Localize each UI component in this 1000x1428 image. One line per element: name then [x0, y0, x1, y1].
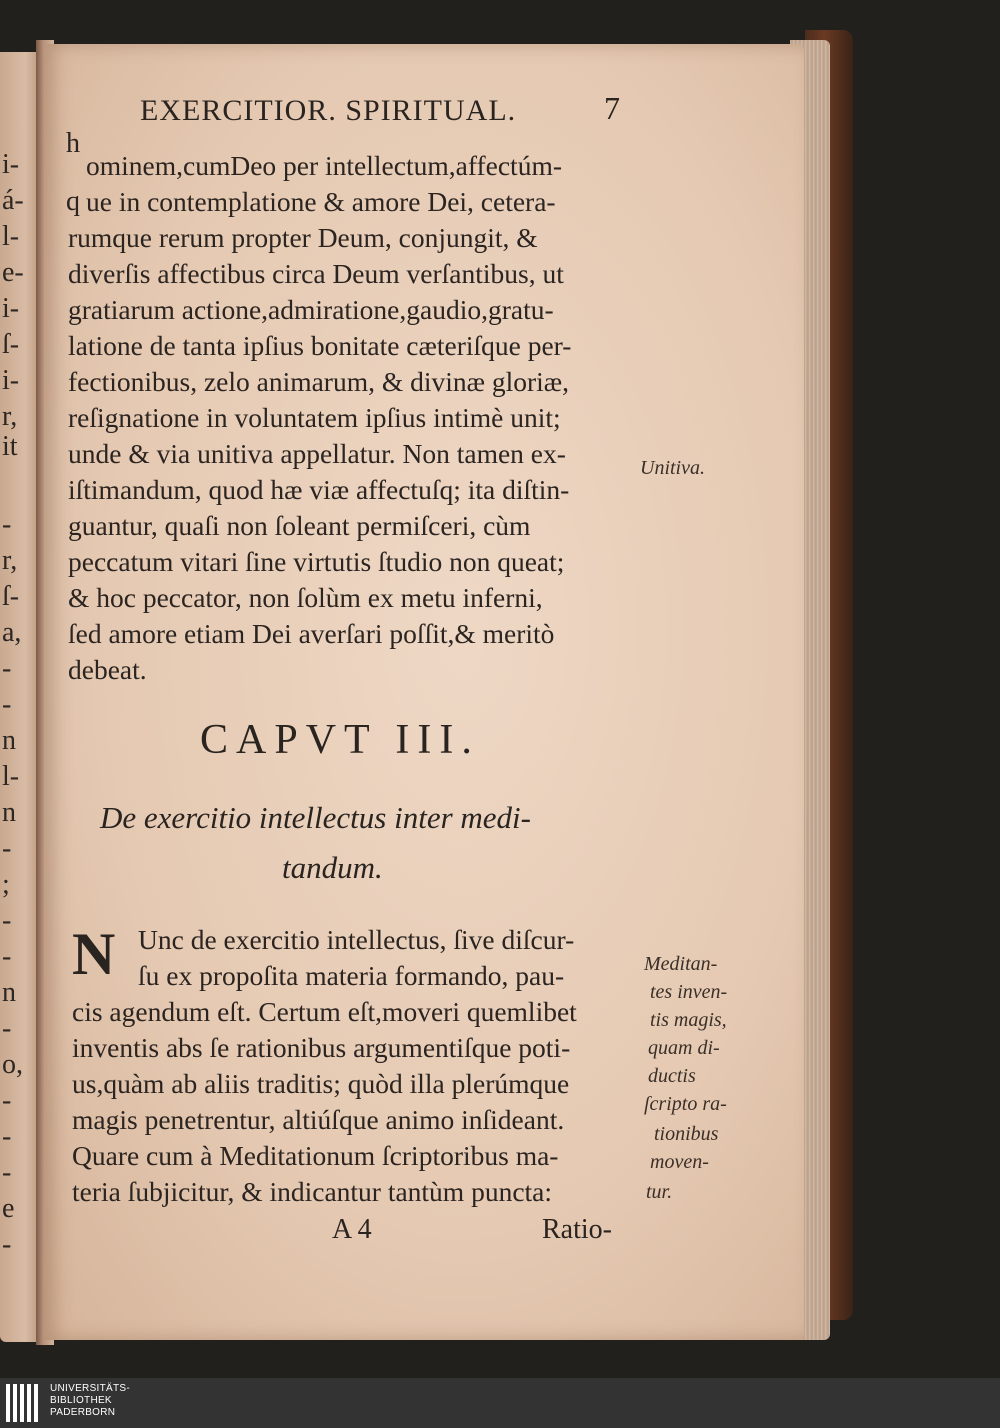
text-line: ſu ex propoſita materia formando, pau-: [138, 960, 565, 991]
text-line: unde & via unitiva appellatur. Non tamen ex-: [68, 438, 566, 469]
left-fragment: -: [2, 1158, 12, 1188]
left-fragment: a,: [2, 618, 22, 648]
left-fragment: -: [2, 1086, 12, 1116]
left-fragment: r,: [2, 546, 18, 576]
margin-note: Meditan-: [644, 953, 718, 975]
page-number: 7: [604, 90, 620, 126]
left-fragment: i-: [2, 366, 20, 396]
text-line: teria ſubjicitur, & indicantur tantùm puncta:: [72, 1176, 553, 1207]
margin-note: Unitiva.: [640, 457, 705, 479]
left-fragment: -: [2, 654, 12, 684]
running-head: EXERCITIOR. SPIRITUAL.: [140, 94, 517, 127]
initial-letter: N: [72, 921, 116, 987]
text-line: inventis abs ſe rationibus argumentiſque poti-: [72, 1032, 571, 1063]
text-line: Quare cum à Meditationum ſcriptoribus ma-: [72, 1140, 559, 1171]
left-fragment: -: [2, 510, 12, 540]
left-fragment: -: [2, 942, 12, 972]
left-fragment: i-: [2, 294, 20, 324]
margin-note: ſcripto ra-: [644, 1093, 727, 1115]
text-line: debeat.: [68, 654, 147, 685]
catch-letter-mid: q: [66, 186, 80, 217]
left-fragment: -: [2, 906, 12, 936]
text-line: latione de tanta ipſius bonitate cæteriſque per-: [68, 330, 572, 361]
margin-note: tionibus: [654, 1123, 719, 1145]
left-fragment: r,: [2, 402, 18, 432]
left-fragment: l-: [2, 762, 20, 792]
left-fragment: e: [2, 1194, 15, 1224]
book-page: [44, 44, 804, 1340]
library-name-line: BIBLIOTHEK: [50, 1395, 112, 1406]
text-line: magis penetrentur, altiúſque animo inſideant.: [72, 1104, 565, 1135]
text-line: & hoc peccator, non ſolùm ex metu inferni,: [68, 582, 543, 613]
margin-note: ductis: [648, 1065, 696, 1087]
chapter-title: CAPVT III.: [200, 717, 480, 763]
left-fragment: ſ-: [2, 582, 20, 612]
left-fragment: -: [2, 1014, 12, 1044]
left-fragment: it: [2, 432, 18, 462]
library-name: [50, 1383, 190, 1419]
left-fragment: -: [2, 1230, 12, 1260]
library-name-line: PADERBORN: [50, 1407, 116, 1418]
left-fragment: i-: [2, 150, 20, 180]
library-name-line: UNIVERSITÄTS-: [50, 1383, 131, 1394]
text-line: reſignatione in voluntatem ipſius intimè unit;: [68, 402, 561, 433]
text-line: guantur, quaſi non ſoleant permiſceri, cùm: [68, 510, 531, 541]
chapter-subtitle: De exercitio intellectus inter medi-: [100, 800, 531, 835]
signature-mark: A 4: [332, 1214, 372, 1245]
margin-note: tur.: [646, 1181, 673, 1203]
left-fragment: n: [2, 798, 16, 828]
catch-letter-top: h: [66, 128, 80, 159]
library-logo-icon: [4, 1382, 44, 1424]
text-line: ominem,cumDeo per intellectum,affectúm-: [86, 150, 562, 181]
text-line: cis agendum eſt. Certum eſt,moveri quemlibet: [72, 996, 577, 1027]
margin-note: tes inven-: [650, 981, 728, 1003]
left-fragment: n: [2, 978, 16, 1008]
left-fragment: á-: [2, 186, 24, 216]
left-fragment: ;: [2, 870, 10, 900]
text-line: Unc de exercitio intellectus, ſive diſcur-: [138, 924, 575, 955]
margin-note: quam di-: [648, 1037, 720, 1059]
text-line: iſtimandum, quod hæ viæ affectuſq; ita diſtin-: [68, 474, 570, 505]
left-fragment: o,: [2, 1050, 23, 1080]
chapter-subtitle: tandum.: [282, 850, 383, 885]
text-line: peccatum vitari ſine virtutis ſtudio non queat;: [68, 546, 565, 577]
text-line: gratiarum actione,admiratione,gaudio,gratu-: [68, 294, 554, 325]
left-fragment: l-: [2, 222, 20, 252]
text-line: ſed amore etiam Dei averſari poſſit,& meritò: [68, 618, 555, 649]
text-line: us,quàm ab aliis traditis; quòd illa plerúmque: [72, 1068, 570, 1099]
margin-note: moven-: [650, 1151, 709, 1173]
text-line: ue in contemplatione & amore Dei, cetera-: [86, 186, 556, 217]
margin-note: tis magis,: [650, 1009, 727, 1031]
left-fragment: n: [2, 726, 16, 756]
text-line: rumque rerum propter Deum, conjungit, &: [68, 222, 538, 253]
left-fragment: -: [2, 690, 12, 720]
catchword: Ratio-: [542, 1214, 612, 1245]
left-fragment: -: [2, 1122, 12, 1152]
text-line: fectionibus, zelo animarum, & divinæ gloriæ,: [68, 366, 570, 397]
text-line: diverſis affectibus circa Deum verſantibus, ut: [68, 258, 564, 289]
left-fragment: e-: [2, 258, 24, 288]
left-fragment: ſ-: [2, 330, 20, 360]
left-fragment: -: [2, 834, 12, 864]
library-footer: [0, 1378, 1000, 1428]
